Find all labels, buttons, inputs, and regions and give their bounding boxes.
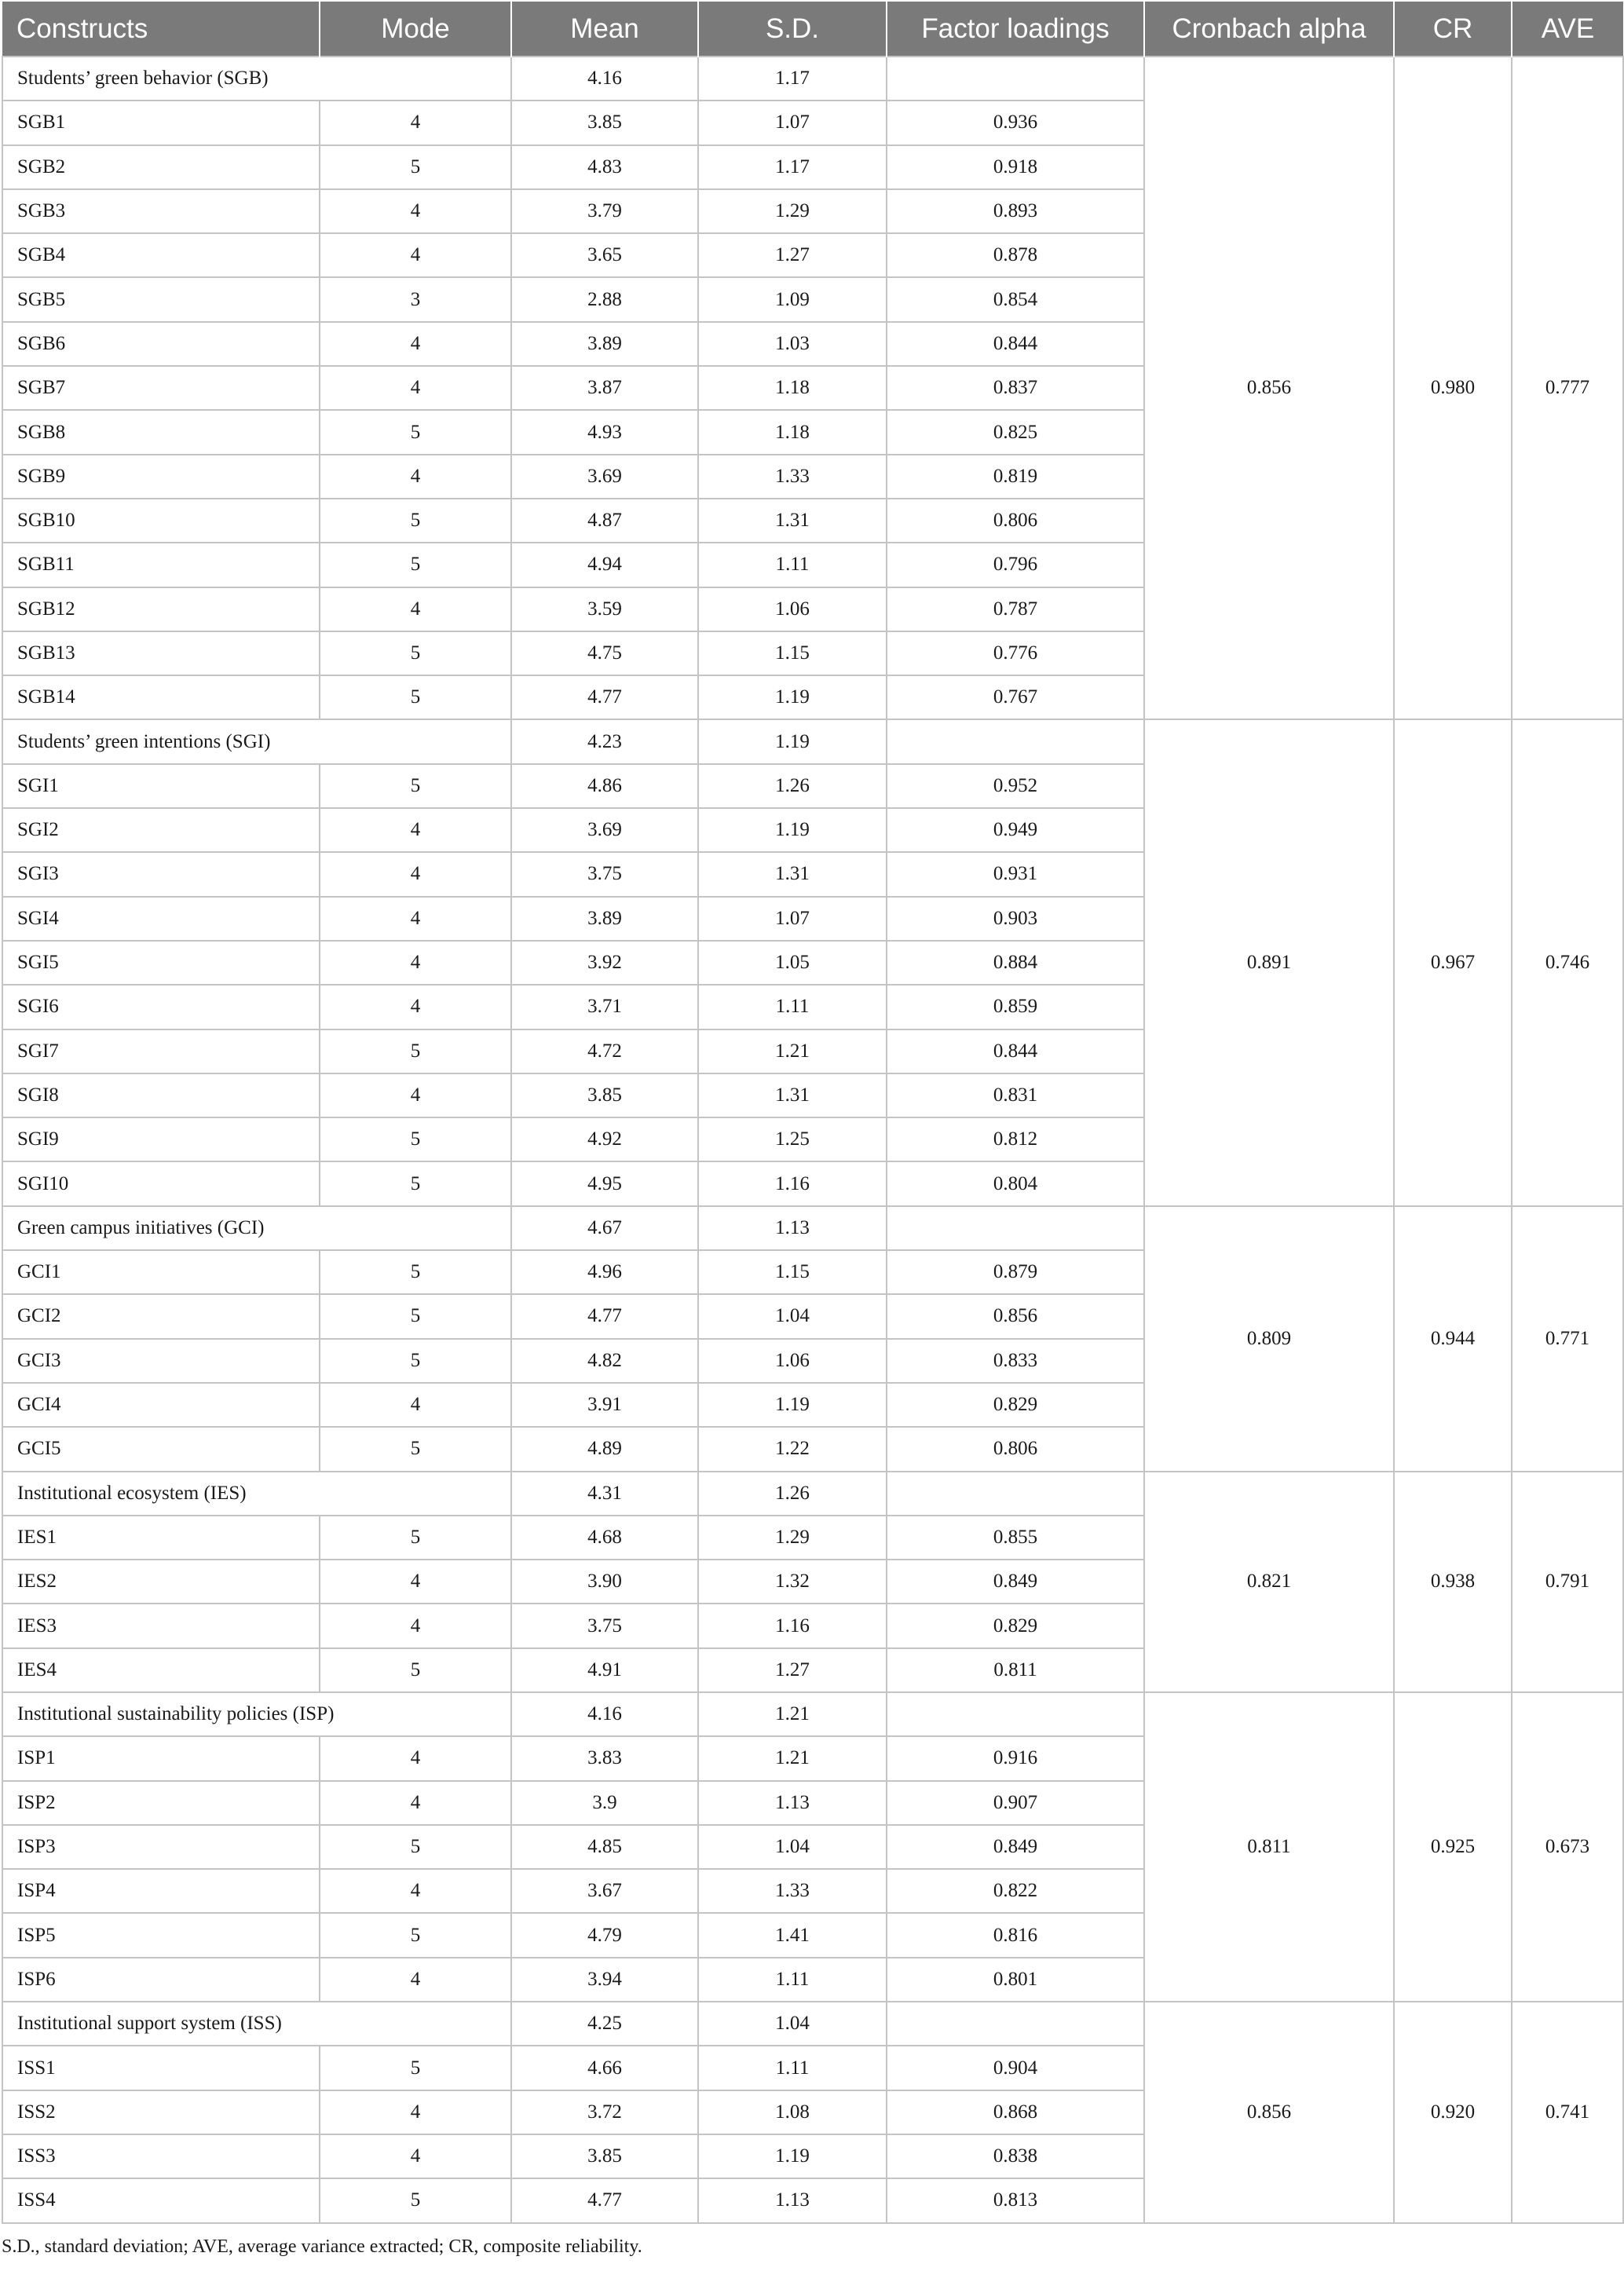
item-mean: 4.94 [511, 543, 698, 587]
ave-cell: 0.673 [1512, 1692, 1623, 2002]
item-mode: 4 [320, 1560, 511, 1604]
cr-cell: 0.967 [1394, 719, 1512, 1205]
item-mean: 4.72 [511, 1029, 698, 1073]
item-sd: 1.07 [698, 897, 887, 941]
cronbach-alpha-cell: 0.809 [1144, 1206, 1394, 1472]
item-id: IES1 [2, 1516, 320, 1560]
item-factor-loading: 0.949 [887, 808, 1144, 852]
item-sd: 1.13 [698, 2178, 887, 2222]
item-factor-loading: 0.831 [887, 1073, 1144, 1117]
item-id: SGB14 [2, 675, 320, 719]
item-id: GCI4 [2, 1383, 320, 1427]
item-factor-loading: 0.868 [887, 2090, 1144, 2134]
item-mean: 4.82 [511, 1339, 698, 1383]
item-id: SGB7 [2, 366, 320, 410]
item-id: ISS4 [2, 2178, 320, 2222]
item-id: SGB10 [2, 499, 320, 543]
item-sd: 1.27 [698, 1648, 887, 1692]
item-id: ISP5 [2, 1913, 320, 1957]
ave-cell: 0.791 [1512, 1472, 1623, 1692]
item-factor-loading: 0.936 [887, 101, 1144, 144]
construct-name: Institutional support system (ISS) [2, 2002, 511, 2046]
item-sd: 1.11 [698, 1958, 887, 2002]
item-mean: 4.91 [511, 1648, 698, 1692]
item-mode: 4 [320, 1604, 511, 1647]
item-factor-loading: 0.825 [887, 410, 1144, 454]
item-sd: 1.04 [698, 1294, 887, 1338]
construct-sd: 1.04 [698, 2002, 887, 2046]
construct-row [2, 719, 1623, 763]
item-mean: 3.87 [511, 366, 698, 410]
item-sd: 1.29 [698, 189, 887, 233]
item-mode: 4 [320, 1073, 511, 1117]
item-id: IES3 [2, 1604, 320, 1647]
item-factor-loading: 0.844 [887, 322, 1144, 366]
construct-name: Students’ green intentions (SGI) [2, 719, 511, 763]
table-body [2, 57, 1623, 2223]
item-id: SGB9 [2, 455, 320, 499]
cr-cell: 0.920 [1394, 2002, 1512, 2222]
cr-cell: 0.938 [1394, 1472, 1512, 1692]
construct-loading-empty [887, 1692, 1144, 1736]
item-id: SGB3 [2, 189, 320, 233]
col-header-ave: AVE [1512, 2, 1623, 57]
item-factor-loading: 0.813 [887, 2178, 1144, 2222]
item-mean: 3.85 [511, 1073, 698, 1117]
item-factor-loading: 0.819 [887, 455, 1144, 499]
item-sd: 1.19 [698, 675, 887, 719]
cr-cell: 0.980 [1394, 57, 1512, 719]
item-sd: 1.11 [698, 985, 887, 1029]
item-sd: 1.16 [698, 1161, 887, 1205]
item-factor-loading: 0.804 [887, 1161, 1144, 1205]
item-factor-loading: 0.918 [887, 145, 1144, 189]
item-mode: 5 [320, 1516, 511, 1560]
item-mode: 4 [320, 2090, 511, 2134]
item-mode: 4 [320, 101, 511, 144]
item-factor-loading: 0.844 [887, 1029, 1144, 1073]
construct-name: Green campus initiatives (GCI) [2, 1206, 511, 1250]
item-factor-loading: 0.849 [887, 1825, 1144, 1869]
item-mode: 5 [320, 2178, 511, 2222]
item-id: GCI3 [2, 1339, 320, 1383]
item-mode: 5 [320, 1648, 511, 1692]
item-mean: 3.71 [511, 985, 698, 1029]
item-sd: 1.18 [698, 366, 887, 410]
item-mode: 5 [320, 410, 511, 454]
item-factor-loading: 0.806 [887, 1427, 1144, 1471]
item-mean: 4.86 [511, 764, 698, 808]
item-mean: 4.66 [511, 2046, 698, 2090]
item-factor-loading: 0.879 [887, 1250, 1144, 1294]
item-sd: 1.32 [698, 1560, 887, 1604]
table-footnote: S.D., standard deviation; AVE, average variance extracted; CR, composite reliability. [2, 2236, 642, 2257]
item-factor-loading: 0.904 [887, 2046, 1144, 2090]
item-id: ISP2 [2, 1781, 320, 1825]
item-id: SGB13 [2, 631, 320, 675]
item-factor-loading: 0.859 [887, 985, 1144, 1029]
item-sd: 1.25 [698, 1117, 887, 1161]
item-mean: 3.9 [511, 1781, 698, 1825]
item-id: SGI5 [2, 941, 320, 985]
item-mean: 4.93 [511, 410, 698, 454]
item-sd: 1.27 [698, 233, 887, 277]
measurement-table [2, 2, 1624, 2224]
item-mean: 3.92 [511, 941, 698, 985]
item-factor-loading: 0.796 [887, 543, 1144, 587]
item-mean: 3.79 [511, 189, 698, 233]
item-sd: 1.06 [698, 1339, 887, 1383]
col-header-cronbach-alpha: Cronbach alpha [1144, 2, 1394, 57]
item-id: ISS3 [2, 2134, 320, 2178]
item-mode: 5 [320, 1029, 511, 1073]
item-mean: 4.96 [511, 1250, 698, 1294]
item-sd: 1.31 [698, 852, 887, 896]
item-mode: 4 [320, 852, 511, 896]
item-factor-loading: 0.806 [887, 499, 1144, 543]
item-sd: 1.29 [698, 1516, 887, 1560]
item-id: IES4 [2, 1648, 320, 1692]
construct-sd: 1.21 [698, 1692, 887, 1736]
item-factor-loading: 0.837 [887, 366, 1144, 410]
item-factor-loading: 0.878 [887, 233, 1144, 277]
item-mode: 4 [320, 189, 511, 233]
construct-name: Institutional ecosystem (IES) [2, 1472, 511, 1516]
item-sd: 1.18 [698, 410, 887, 454]
ave-cell: 0.741 [1512, 2002, 1623, 2222]
item-mean: 4.89 [511, 1427, 698, 1471]
item-id: GCI5 [2, 1427, 320, 1471]
item-id: SGB6 [2, 322, 320, 366]
construct-mean: 4.23 [511, 719, 698, 763]
item-sd: 1.31 [698, 1073, 887, 1117]
item-sd: 1.05 [698, 941, 887, 985]
col-header-sd: S.D. [698, 2, 887, 57]
construct-mean: 4.16 [511, 1692, 698, 1736]
item-sd: 1.06 [698, 587, 887, 631]
construct-sd: 1.17 [698, 57, 887, 101]
construct-sd: 1.26 [698, 1472, 887, 1516]
item-sd: 1.19 [698, 1383, 887, 1427]
item-mode: 4 [320, 1781, 511, 1825]
item-mean: 4.75 [511, 631, 698, 675]
item-id: SGI1 [2, 764, 320, 808]
construct-name: Students’ green behavior (SGB) [2, 57, 511, 101]
item-mode: 5 [320, 1117, 511, 1161]
item-mode: 4 [320, 1958, 511, 2002]
item-sd: 1.09 [698, 277, 887, 321]
item-mean: 3.65 [511, 233, 698, 277]
item-sd: 1.15 [698, 631, 887, 675]
item-factor-loading: 0.801 [887, 1958, 1144, 2002]
item-sd: 1.03 [698, 322, 887, 366]
item-mode: 4 [320, 366, 511, 410]
cr-cell: 0.944 [1394, 1206, 1512, 1472]
item-mean: 2.88 [511, 277, 698, 321]
item-mean: 3.89 [511, 322, 698, 366]
col-header-mode: Mode [320, 2, 511, 57]
item-mode: 4 [320, 322, 511, 366]
item-mode: 4 [320, 897, 511, 941]
item-sd: 1.04 [698, 1825, 887, 1869]
item-mean: 3.75 [511, 1604, 698, 1647]
item-sd: 1.17 [698, 145, 887, 189]
construct-mean: 4.31 [511, 1472, 698, 1516]
ave-cell: 0.771 [1512, 1206, 1623, 1472]
item-factor-loading: 0.829 [887, 1383, 1144, 1427]
item-id: SGB4 [2, 233, 320, 277]
item-mean: 3.72 [511, 2090, 698, 2134]
item-mean: 3.69 [511, 455, 698, 499]
col-header-mean: Mean [511, 2, 698, 57]
item-factor-loading: 0.856 [887, 1294, 1144, 1338]
item-mode: 4 [320, 1383, 511, 1427]
cronbach-alpha-cell: 0.856 [1144, 57, 1394, 719]
item-mean: 3.85 [511, 101, 698, 144]
item-factor-loading: 0.812 [887, 1117, 1144, 1161]
item-sd: 1.08 [698, 2090, 887, 2134]
item-mode: 5 [320, 1294, 511, 1338]
item-mode: 5 [320, 1913, 511, 1957]
item-mean: 3.69 [511, 808, 698, 852]
ave-cell: 0.746 [1512, 719, 1623, 1205]
item-mode: 5 [320, 1161, 511, 1205]
item-sd: 1.13 [698, 1781, 887, 1825]
item-sd: 1.19 [698, 808, 887, 852]
col-header-factor-loadings: Factor loadings [887, 2, 1144, 57]
item-mode: 4 [320, 985, 511, 1029]
item-factor-loading: 0.776 [887, 631, 1144, 675]
item-factor-loading: 0.811 [887, 1648, 1144, 1692]
ave-cell: 0.777 [1512, 57, 1623, 719]
item-id: SGI2 [2, 808, 320, 852]
item-factor-loading: 0.907 [887, 1781, 1144, 1825]
item-sd: 1.11 [698, 2046, 887, 2090]
col-header-cr: CR [1394, 2, 1512, 57]
item-mode: 5 [320, 145, 511, 189]
construct-row [2, 1692, 1623, 1736]
item-mean: 3.67 [511, 1869, 698, 1913]
item-factor-loading: 0.916 [887, 1736, 1144, 1780]
construct-row [2, 57, 1623, 101]
cronbach-alpha-cell: 0.811 [1144, 1692, 1394, 2002]
item-mean: 3.94 [511, 1958, 698, 2002]
item-sd: 1.21 [698, 1736, 887, 1780]
item-id: ISP1 [2, 1736, 320, 1780]
item-id: SGI4 [2, 897, 320, 941]
item-mode: 4 [320, 1869, 511, 1913]
item-mode: 5 [320, 499, 511, 543]
item-id: GCI2 [2, 1294, 320, 1338]
item-id: ISS1 [2, 2046, 320, 2090]
item-mean: 4.85 [511, 1825, 698, 1869]
item-factor-loading: 0.787 [887, 587, 1144, 631]
item-factor-loading: 0.854 [887, 277, 1144, 321]
item-mode: 4 [320, 808, 511, 852]
construct-mean: 4.67 [511, 1206, 698, 1250]
item-factor-loading: 0.849 [887, 1560, 1144, 1604]
item-mode: 5 [320, 1250, 511, 1294]
item-id: SGB2 [2, 145, 320, 189]
item-sd: 1.11 [698, 543, 887, 587]
item-factor-loading: 0.767 [887, 675, 1144, 719]
item-factor-loading: 0.931 [887, 852, 1144, 896]
item-id: IES2 [2, 1560, 320, 1604]
item-id: SGI10 [2, 1161, 320, 1205]
construct-row [2, 1206, 1623, 1250]
item-factor-loading: 0.816 [887, 1913, 1144, 1957]
item-id: SGB8 [2, 410, 320, 454]
item-mean: 3.83 [511, 1736, 698, 1780]
item-id: ISP3 [2, 1825, 320, 1869]
item-mode: 4 [320, 455, 511, 499]
item-mean: 4.68 [511, 1516, 698, 1560]
item-sd: 1.41 [698, 1913, 887, 1957]
item-mode: 4 [320, 941, 511, 985]
item-mode: 5 [320, 764, 511, 808]
item-mean: 3.85 [511, 2134, 698, 2178]
construct-mean: 4.25 [511, 2002, 698, 2046]
header-row [2, 2, 1623, 57]
item-sd: 1.33 [698, 455, 887, 499]
item-factor-loading: 0.884 [887, 941, 1144, 985]
item-mean: 4.87 [511, 499, 698, 543]
item-sd: 1.19 [698, 2134, 887, 2178]
item-factor-loading: 0.822 [887, 1869, 1144, 1913]
item-id: SGI7 [2, 1029, 320, 1073]
item-mode: 5 [320, 1339, 511, 1383]
item-sd: 1.33 [698, 1869, 887, 1913]
item-mean: 4.77 [511, 2178, 698, 2222]
construct-sd: 1.13 [698, 1206, 887, 1250]
item-factor-loading: 0.855 [887, 1516, 1144, 1560]
item-mean: 4.79 [511, 1913, 698, 1957]
item-mode: 4 [320, 2134, 511, 2178]
item-id: ISP4 [2, 1869, 320, 1913]
item-factor-loading: 0.893 [887, 189, 1144, 233]
item-mode: 5 [320, 2046, 511, 2090]
item-id: ISS2 [2, 2090, 320, 2134]
item-mean: 3.75 [511, 852, 698, 896]
item-mode: 5 [320, 675, 511, 719]
item-mode: 5 [320, 631, 511, 675]
item-sd: 1.26 [698, 764, 887, 808]
item-mode: 3 [320, 277, 511, 321]
item-id: SGB5 [2, 277, 320, 321]
item-mode: 4 [320, 1736, 511, 1780]
item-mode: 5 [320, 1825, 511, 1869]
item-mean: 3.90 [511, 1560, 698, 1604]
item-factor-loading: 0.829 [887, 1604, 1144, 1647]
item-factor-loading: 0.903 [887, 897, 1144, 941]
item-id: SGI9 [2, 1117, 320, 1161]
item-id: SGB1 [2, 101, 320, 144]
cronbach-alpha-cell: 0.891 [1144, 719, 1394, 1205]
item-sd: 1.07 [698, 101, 887, 144]
item-id: SGI3 [2, 852, 320, 896]
construct-loading-empty [887, 719, 1144, 763]
item-sd: 1.21 [698, 1029, 887, 1073]
item-id: SGB11 [2, 543, 320, 587]
construct-name: Institutional sustainability policies (ISP) [2, 1692, 511, 1736]
cr-cell: 0.925 [1394, 1692, 1512, 2002]
construct-sd: 1.19 [698, 719, 887, 763]
item-mean: 3.89 [511, 897, 698, 941]
item-id: SGI6 [2, 985, 320, 1029]
item-mean: 4.95 [511, 1161, 698, 1205]
item-mode: 5 [320, 543, 511, 587]
item-id: SGI8 [2, 1073, 320, 1117]
item-sd: 1.22 [698, 1427, 887, 1471]
col-header-constructs: Constructs [2, 2, 320, 57]
item-mean: 4.92 [511, 1117, 698, 1161]
item-id: GCI1 [2, 1250, 320, 1294]
construct-row [2, 2002, 1623, 2046]
item-mean: 3.91 [511, 1383, 698, 1427]
construct-row [2, 1472, 1623, 1516]
item-mode: 4 [320, 233, 511, 277]
construct-loading-empty [887, 57, 1144, 101]
item-factor-loading: 0.952 [887, 764, 1144, 808]
construct-mean: 4.16 [511, 57, 698, 101]
cronbach-alpha-cell: 0.821 [1144, 1472, 1394, 1692]
item-mean: 4.83 [511, 145, 698, 189]
construct-loading-empty [887, 1206, 1144, 1250]
cronbach-alpha-cell: 0.856 [1144, 2002, 1394, 2222]
construct-loading-empty [887, 2002, 1144, 2046]
item-factor-loading: 0.838 [887, 2134, 1144, 2178]
construct-loading-empty [887, 1472, 1144, 1516]
item-sd: 1.31 [698, 499, 887, 543]
item-sd: 1.16 [698, 1604, 887, 1647]
item-id: SGB12 [2, 587, 320, 631]
item-sd: 1.15 [698, 1250, 887, 1294]
item-mean: 3.59 [511, 587, 698, 631]
item-mean: 4.77 [511, 675, 698, 719]
item-mode: 5 [320, 1427, 511, 1471]
item-id: ISP6 [2, 1958, 320, 2002]
item-mean: 4.77 [511, 1294, 698, 1338]
item-mode: 4 [320, 587, 511, 631]
item-factor-loading: 0.833 [887, 1339, 1144, 1383]
